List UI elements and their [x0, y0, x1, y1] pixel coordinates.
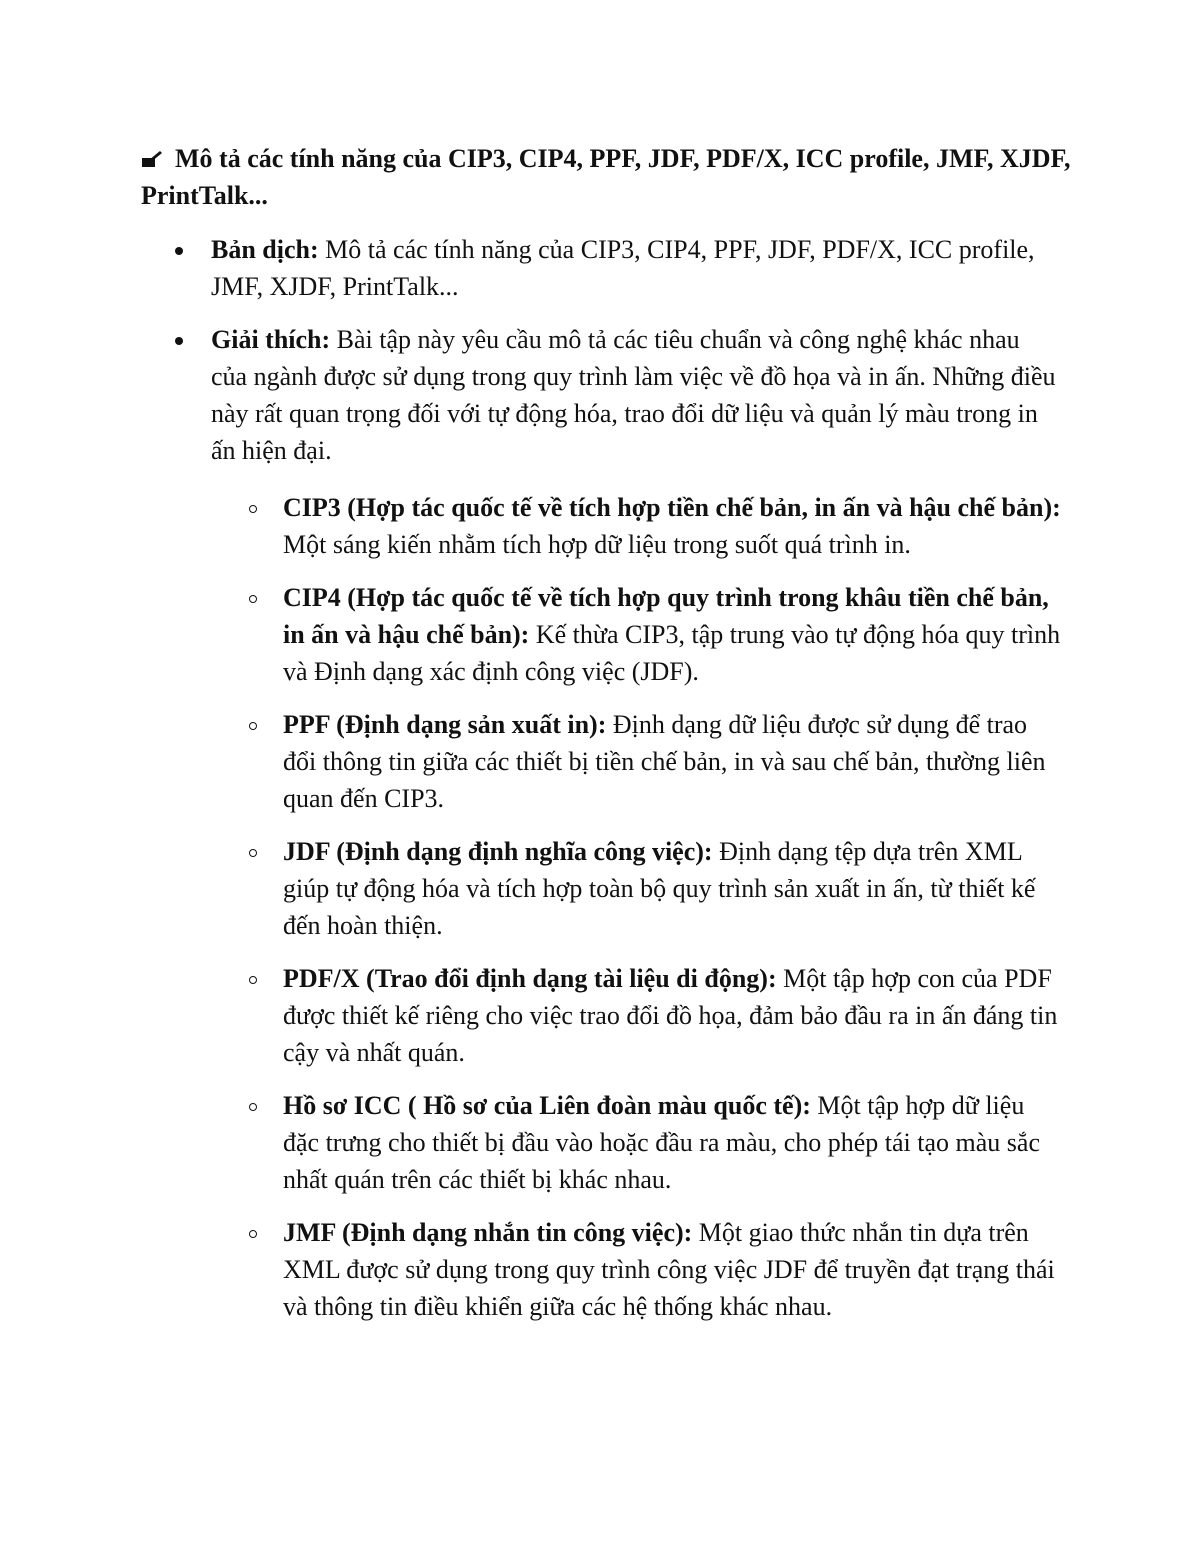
sub-bullet-marker	[249, 1103, 257, 1111]
item-text: Một tập hợp con của PDF được thiết kế riêng cho việc trao đổi đồ họa, đảm bảo đầu ra in ấn đáng tin cậy và nhất quán.	[283, 964, 1058, 1067]
item-text: Kế thừa CIP3, tập trung vào tự động hóa quy trình và Định dạng xác định công việc (JDF).	[283, 620, 1061, 686]
sub-list	[283, 489, 1063, 1325]
item-label: PDF/X (Trao đổi định dạng tài liệu di động):	[283, 964, 777, 993]
section-heading	[141, 140, 1071, 214]
item-text: Định dạng tệp dựa trên XML giúp tự động hóa và tích hợp toàn bộ quy trình sản xuất in ấn, từ thiết kế đến hoàn thiện.	[283, 837, 1036, 940]
pen-icon	[141, 141, 163, 159]
item-text: Một giao thức nhắn tin dựa trên XML được sử dụng trong quy trình công việc JDF để truyền đạt trạng thái và thông tin điều khiển giữa các hệ thống khác nhau.	[283, 1218, 1055, 1321]
sub-bullet-marker	[249, 722, 257, 730]
sub-bullet-marker	[249, 849, 257, 857]
sub-bullet-marker	[249, 505, 257, 513]
sub-bullet-marker	[249, 976, 257, 984]
sub-list-item	[283, 960, 1063, 1071]
bullet-marker	[175, 247, 183, 255]
item-label: JDF (Định dạng định nghĩa công việc):	[283, 837, 713, 866]
sub-list-item	[283, 579, 1063, 690]
sub-list-item	[283, 489, 1063, 563]
item-text: Bài tập này yêu cầu mô tả các tiêu chuẩn và công nghệ khác nhau của ngành được sử dụng trong quy trình làm việc về đồ họa và in ấn. Những điều này rất quan trọng đối với tự động hóa, trao đổi dữ liệu và quản lý màu trong in ấn hiện đại.	[211, 325, 1056, 465]
item-text: Một tập hợp dữ liệu đặc trưng cho thiết bị đầu vào hoặc đầu ra màu, cho phép tái tạo màu sắc nhất quán trên các thiết bị khác nhau.	[283, 1091, 1040, 1194]
sub-list-item	[283, 706, 1063, 817]
item-label: Giải thích:	[211, 325, 331, 354]
sub-list-item	[283, 1214, 1063, 1325]
item-text: Định dạng dữ liệu được sử dụng để trao đổi thông tin giữa các thiết bị tiền chế bản, in và sau chế bản, thường liên quan đến CIP3.	[283, 710, 1046, 813]
item-label: Bản dịch:	[211, 235, 319, 264]
item-label: JMF (Định dạng nhắn tin công việc):	[283, 1218, 693, 1247]
sub-bullet-marker	[249, 1230, 257, 1238]
list-item	[211, 321, 1061, 1325]
item-label: Hồ sơ ICC ( Hồ sơ của Liên đoàn màu quốc tế):	[283, 1091, 811, 1120]
item-label: PPF (Định dạng sản xuất in):	[283, 710, 607, 739]
sub-list-item	[283, 833, 1063, 944]
sub-bullet-marker	[249, 595, 257, 603]
list-item	[211, 231, 1061, 305]
item-text: Mô tả các tính năng của CIP3, CIP4, PPF, JDF, PDF/X, ICC profile, JMF, XJDF, PrintTalk...	[211, 235, 1035, 301]
heading-text: Mô tả các tính năng của CIP3, CIP4, PPF, JDF, PDF/X, ICC profile, JMF, XJDF, PrintTalk...	[141, 144, 1071, 210]
item-text: Một sáng kiến nhằm tích hợp dữ liệu trong suốt quá trình in.	[283, 530, 911, 559]
item-label: CIP4 (Hợp tác quốc tế về tích hợp quy trình trong khâu tiền chế bản, in ấn và hậu chế bản):	[283, 583, 1049, 649]
bullet-marker	[175, 337, 183, 345]
bullet-list	[211, 231, 1061, 1341]
item-label: CIP3 (Hợp tác quốc tế về tích hợp tiền chế bản, in ấn và hậu chế bản):	[283, 493, 1061, 522]
sub-list-item	[283, 1087, 1063, 1198]
